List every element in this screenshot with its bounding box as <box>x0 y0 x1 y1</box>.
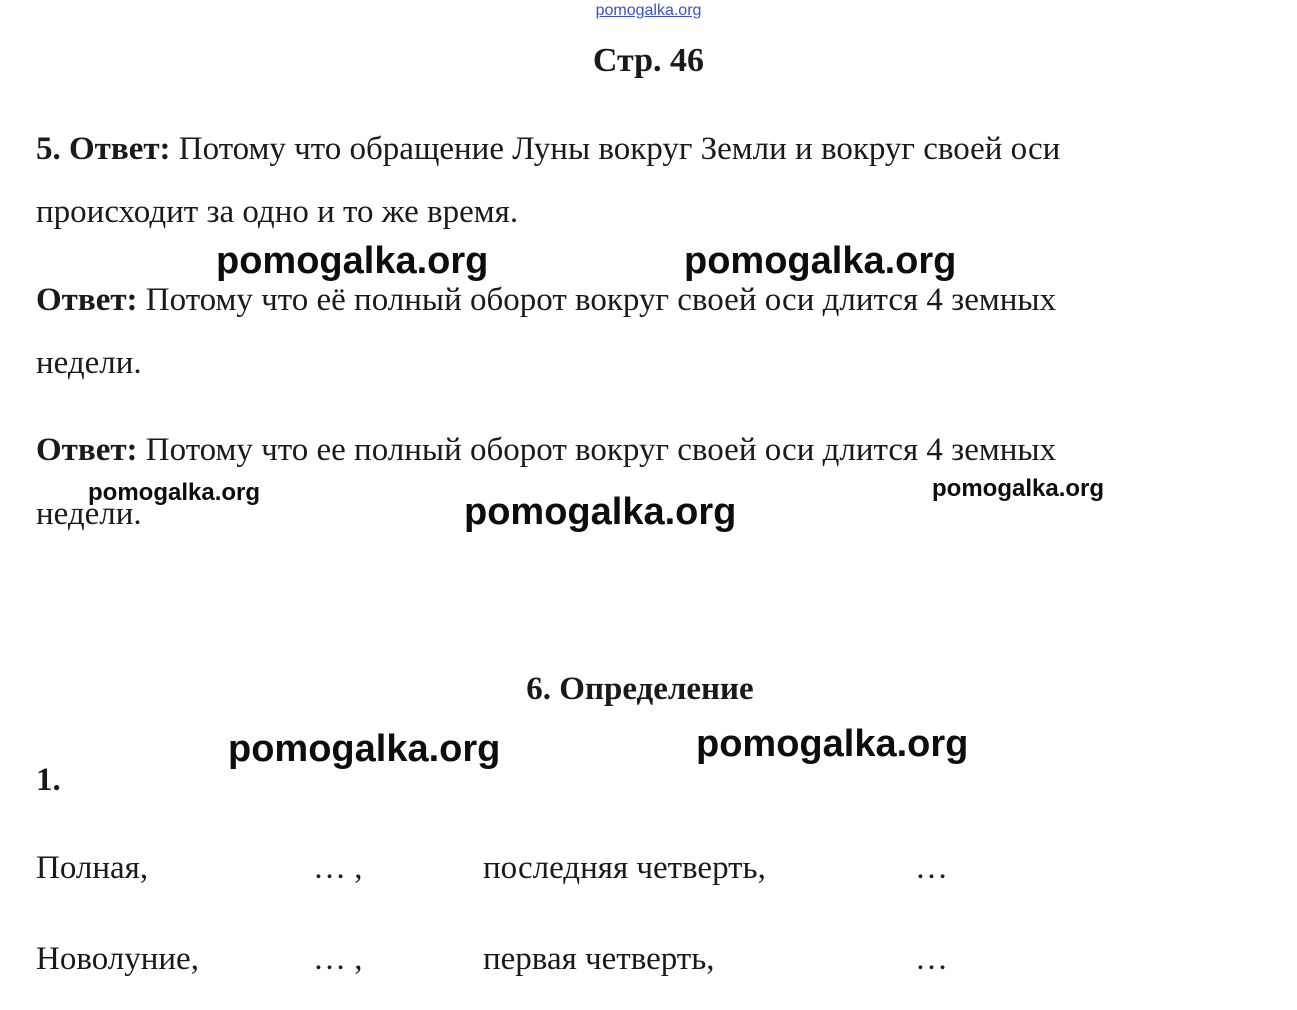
phase-cell: Полная, <box>36 850 149 886</box>
phase-cell: первая четверть, <box>483 941 715 977</box>
top-site-link[interactable]: pomogalka.org <box>595 2 702 19</box>
phase-cell: последняя четверть, <box>483 850 766 886</box>
answer-1-line-2: происходит за одно и то же время. <box>36 194 519 230</box>
item-number: 1. <box>36 762 61 798</box>
phase-cell: … <box>915 941 948 977</box>
answer-3-line-1 <box>36 432 1056 468</box>
watermark: pomogalka.org <box>684 240 957 282</box>
phase-cell: … , <box>313 941 363 977</box>
answer-2-line-2: недели. <box>36 345 142 381</box>
answer-2-lead: Ответ: <box>36 282 138 318</box>
watermark: pomogalka.org <box>696 723 969 765</box>
section-title: 6. Определение <box>526 671 754 707</box>
answer-1-text: Потому что обращение Луны вокруг Земли и вокруг своей оси <box>170 131 1061 167</box>
answer-1-lead: 5. Ответ: <box>36 131 171 167</box>
watermark: pomogalka.org <box>88 479 261 506</box>
page-title: Стр. 46 <box>592 42 705 79</box>
answer-2-line-1 <box>36 282 1056 318</box>
answer-2-text: Потому что её полный оборот вокруг своей оси длится 4 земных <box>137 282 1057 318</box>
phase-cell: … , <box>313 850 363 886</box>
answer-1-line-1 <box>36 131 1060 167</box>
phase-cell: … <box>915 850 948 886</box>
watermark: pomogalka.org <box>216 240 489 282</box>
answer-3-lead: Ответ: <box>36 432 138 468</box>
watermark: pomogalka.org <box>932 475 1105 502</box>
answer-3-line-2: недели. <box>36 496 142 532</box>
watermark: pomogalka.org <box>228 728 501 770</box>
answer-3-text: Потому что ее полный оборот вокруг своей оси длится 4 земных <box>137 432 1057 468</box>
watermark: pomogalka.org <box>464 491 737 533</box>
phase-cell: Новолуние, <box>36 941 199 977</box>
